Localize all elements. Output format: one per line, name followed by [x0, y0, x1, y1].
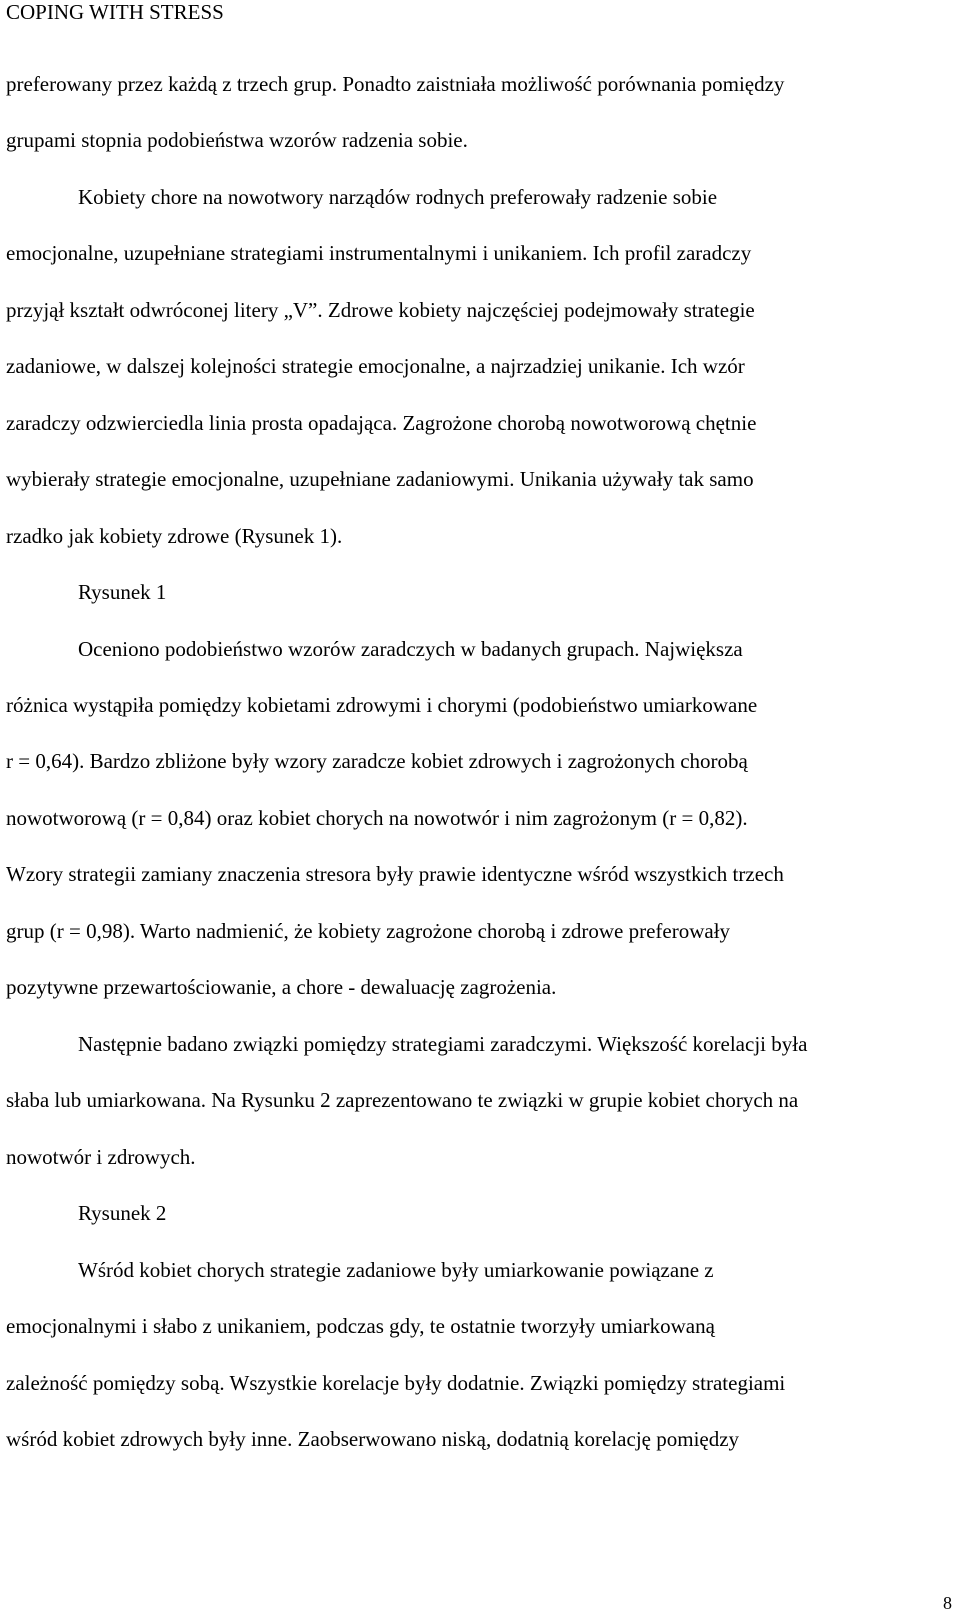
text-line: pozytywne przewartościowanie, a chore - dewaluację zagrożenia.: [6, 975, 557, 999]
text-line: grupami stopnia podobieństwa wzorów radzenia sobie.: [6, 128, 468, 152]
text-line: Kobiety chore na nowotwory narządów rodnych preferowały radzenie sobie: [78, 185, 718, 209]
text-line: przyjął kształt odwróconej litery „V”. Zdrowe kobiety najczęściej podejmowały strategie: [6, 298, 755, 322]
text-line: Wśród kobiet chorych strategie zadaniowe były umiarkowanie powiązane z: [78, 1258, 714, 1282]
figure-caption-2: Rysunek 2: [78, 1201, 167, 1225]
text-line: nowotworową (r = 0,84) oraz kobiet chorych na nowotwór i nim zagrożonym (r = 0,82).: [6, 806, 748, 830]
text-line: r = 0,64). Bardzo zbliżone były wzory zaradcze kobiet zdrowych i zagrożonych chorobą: [6, 749, 748, 773]
text-line: zależność pomiędzy sobą. Wszystkie korelacje były dodatnie. Związki pomiędzy strategiami: [6, 1371, 786, 1395]
running-header: COPING WITH STRESS: [6, 0, 224, 24]
text-line: wśród kobiet zdrowych były inne. Zaobserwowano niską, dodatnią korelację pomiędzy: [6, 1427, 740, 1451]
page-number: 8: [943, 1593, 952, 1613]
text-line: Następnie badano związki pomiędzy strategiami zaradczymi. Większość korelacji była: [78, 1032, 808, 1056]
text-line: grup (r = 0,98). Warto nadmienić, że kobiety zagrożone chorobą i zdrowe preferowały: [6, 919, 731, 943]
text-line: Wzory strategii zamiany znaczenia stresora były prawie identyczne wśród wszystkich trzech: [6, 862, 784, 886]
text-line: wybierały strategie emocjonalne, uzupełniane zadaniowymi. Unikania używały tak samo: [6, 467, 754, 491]
text-line: zadaniowe, w dalszej kolejności strategie emocjonalne, a najrzadziej unikanie. Ich wzór: [6, 354, 745, 378]
text-line: zaradczy odzwierciedla linia prosta opadająca. Zagrożone chorobą nowotworową chętnie: [6, 411, 757, 435]
text-line: słaba lub umiarkowana. Na Rysunku 2 zaprezentowano te związki w grupie kobiet chorych na: [6, 1088, 799, 1112]
figure-caption-1: Rysunek 1: [78, 580, 167, 604]
text-line: emocjonalne, uzupełniane strategiami instrumentalnymi i unikaniem. Ich profil zaradczy: [6, 241, 752, 265]
text-line: emocjonalnymi i słabo z unikaniem, podczas gdy, te ostatnie tworzyły umiarkowaną: [6, 1314, 715, 1338]
text-line: różnica wystąpiła pomiędzy kobietami zdrowymi i chorymi (podobieństwo umiarkowane: [6, 693, 758, 717]
text-line: Oceniono podobieństwo wzorów zaradczych w badanych grupach. Największa: [78, 637, 743, 661]
text-line: nowotwór i zdrowych.: [6, 1145, 196, 1169]
text-line: preferowany przez każdą z trzech grup. Ponadto zaistniała możliwość porównania pomiędzy: [6, 72, 785, 96]
text-line: rzadko jak kobiety zdrowe (Rysunek 1).: [6, 524, 343, 548]
